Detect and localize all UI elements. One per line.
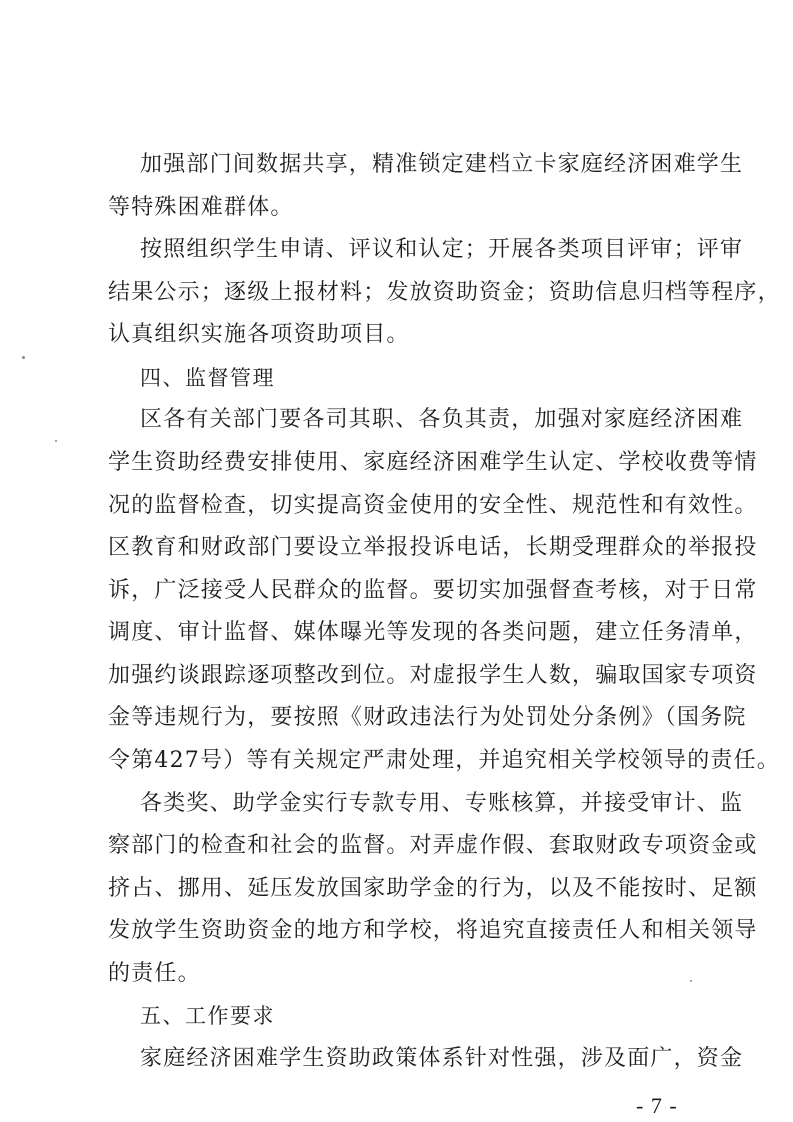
body-line: 发放学生资助资金的地方和学校，将追究直接责任人和相关领导 (108, 918, 758, 943)
body-line: 家庭经济困难学生资助政策体系针对性强，涉及面广，资金 (140, 1046, 744, 1071)
body-line: 察部门的检查和社会的监督。对弄虚作假、套取财政专项资金或 (108, 833, 758, 858)
body-line: 各类奖、助学金实行专款专用、专账核算，并接受审计、监 (140, 791, 744, 816)
body-line: 加强约谈跟踪逐项整改到位。对虚报学生人数，骗取国家专项资 (108, 663, 758, 688)
body-line: 金等违规行为，要按照《财政违法行为处罚处分条例》（国务院 (108, 705, 747, 730)
body-line: 调度、审计监督、媒体曝光等发现的各类问题，建立任务清单， (108, 620, 758, 645)
section-heading: 五、工作要求 (140, 1004, 275, 1028)
body-line: 令第427号）等有关规定严肃处理，并追究相关学校领导的责任。 (108, 748, 780, 773)
body-line: 学生资助经费安排使用、家庭经济困难学生认定、学校收费等情 (108, 450, 758, 475)
body-line: 况的监督检查，切实提高资金使用的安全性、规范性和有效性。 (108, 493, 758, 518)
body-line: 加强部门间数据共享，精准锁定建档立卡家庭经济困难学生 (140, 152, 744, 177)
body-line: 认真组织实施各项资助项目。 (108, 322, 410, 347)
page-number: - 7 - (636, 1093, 678, 1118)
body-line: 按照组织学生申请、评议和认定；开展各类项目评审；评审 (140, 237, 744, 262)
body-line: 区各有关部门要各司其职、各负其责，加强对家庭经济困难 (140, 407, 744, 432)
scan-speck (55, 440, 57, 442)
body-line: 等特殊困难群体。 (108, 195, 294, 220)
body-line: 挤占、挪用、延压发放国家助学金的行为，以及不能按时、足额 (108, 876, 758, 901)
body-line: 结果公示；逐级上报材料；发放资助资金；资助信息归档等程序， (108, 280, 781, 305)
section-heading: 四、监督管理 (140, 366, 275, 390)
scan-speck (690, 980, 692, 982)
body-line: 的责任。 (108, 961, 201, 986)
body-line: 诉，广泛接受人民群众的监督。要切实加强督查考核，对于日常 (108, 578, 758, 603)
body-line: 区教育和财政部门要设立举报投诉电话，长期受理群众的举报投 (108, 535, 758, 560)
scan-speck (22, 356, 25, 359)
